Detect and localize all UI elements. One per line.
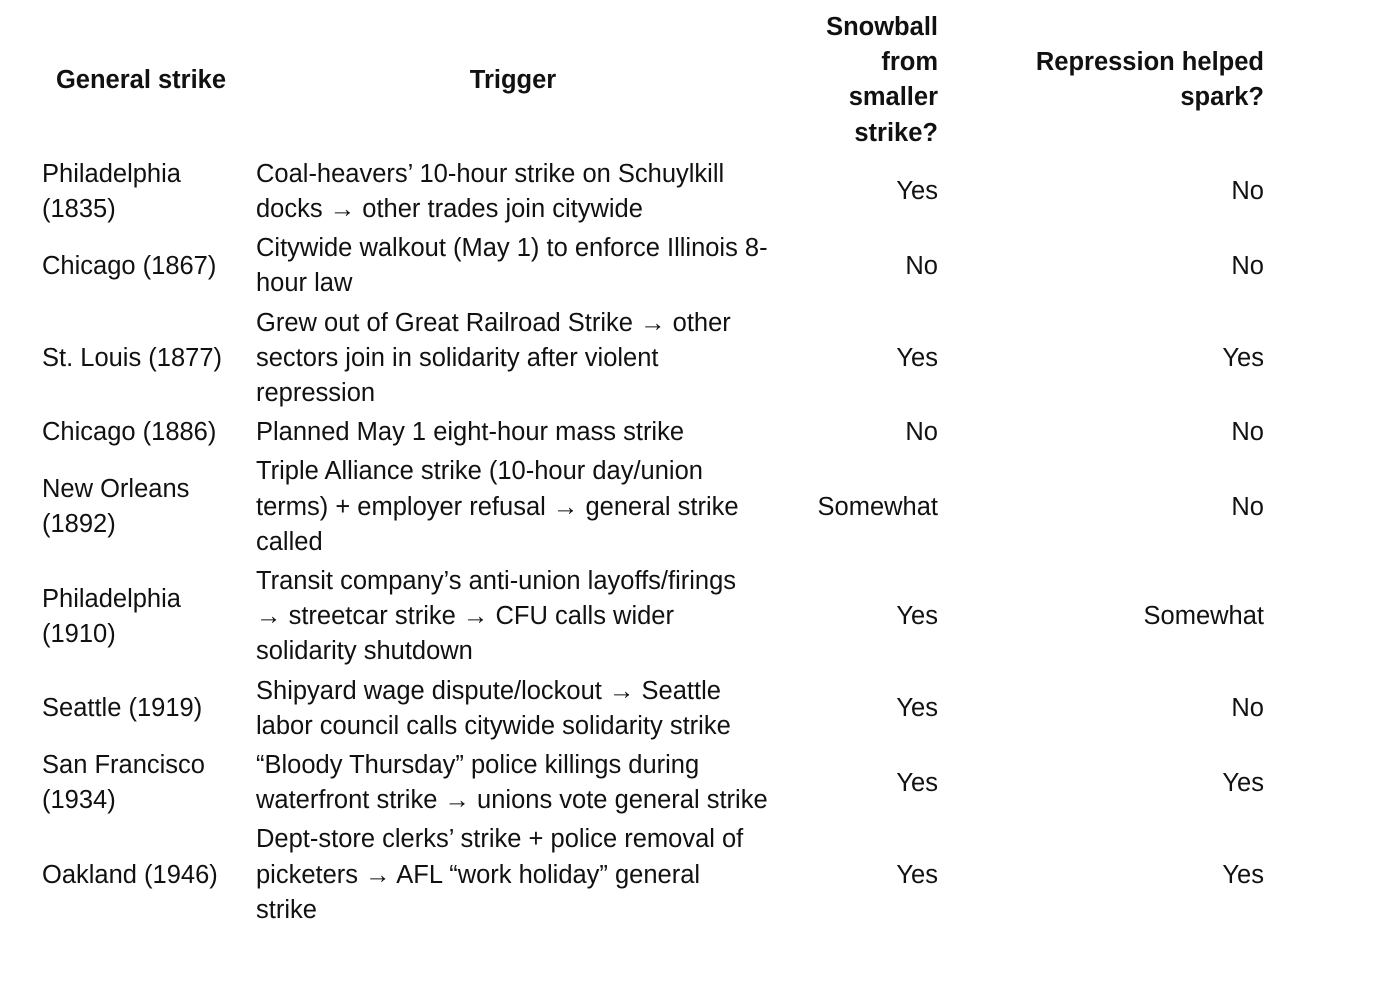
cell-trigger: Citywide walkout (May 1) to enforce Illinois 8-hour law (256, 234, 768, 298)
table-body (34, 155, 1272, 930)
cell-trigger: Planned May 1 eight-hour mass strike (256, 418, 685, 447)
table-row (34, 413, 1272, 452)
cell-strike: Philadelphia (1910) (42, 584, 181, 648)
cell-strike: Oakland (1946) (42, 860, 218, 889)
cell-repression: No (1231, 694, 1264, 723)
header-repression: Repression helped spark? (1035, 48, 1264, 112)
table-row (34, 304, 1272, 414)
cell-trigger: Transit company’s anti-union layoffs/firings → streetcar strike → CFU calls wider solidarity shutdown (256, 567, 737, 666)
general-strikes-table (34, 8, 1272, 930)
table-header (34, 8, 1272, 155)
table-row (34, 672, 1272, 746)
cell-snowball: Yes (896, 177, 938, 206)
strike-table-container (34, 8, 1272, 930)
cell-repression: Yes (1222, 768, 1264, 797)
cell-strike: St. Louis (1877) (42, 343, 223, 372)
cell-repression: Yes (1222, 343, 1264, 372)
cell-strike: Chicago (1886) (42, 418, 217, 447)
cell-strike: Philadelphia (1835) (42, 159, 181, 224)
cell-trigger: Triple Alliance strike (10-hour day/union terms) + employer refusal → general strike called (256, 457, 739, 556)
cell-repression: No (1231, 492, 1264, 521)
cell-strike: New Orleans (1892) (42, 475, 190, 539)
table-row (34, 820, 1272, 930)
cell-snowball: Somewhat (817, 492, 938, 521)
header-general-strike: General strike (55, 65, 227, 94)
cell-repression: No (1231, 251, 1264, 280)
cell-trigger: Grew out of Great Railroad Strike → other sectors join in solidarity after violent repression (256, 308, 731, 408)
cell-snowball: No (905, 418, 938, 447)
header-row (34, 8, 1272, 155)
cell-trigger: Coal-heavers’ 10-hour strike on Schuylkill docks → other trades join citywide (256, 159, 725, 224)
cell-strike: San Francisco (1934) (42, 751, 205, 815)
header-trigger: Trigger (469, 65, 557, 94)
cell-repression: Somewhat (1143, 602, 1264, 631)
cell-strike: Seattle (1919) (42, 694, 203, 723)
table-row (34, 562, 1272, 672)
header-snowball: Snowball from smaller strike? (826, 13, 938, 147)
cell-strike: Chicago (1867) (42, 251, 217, 280)
cell-snowball: Yes (896, 694, 938, 723)
cell-snowball: Yes (896, 602, 938, 631)
cell-repression: No (1231, 418, 1264, 447)
table-row (34, 746, 1272, 820)
cell-snowball: Yes (896, 768, 938, 797)
cell-repression: Yes (1222, 860, 1264, 889)
cell-snowball: No (905, 251, 938, 280)
cell-snowball: Yes (896, 860, 938, 889)
cell-trigger: Dept-store clerks’ strike + police removal of picketers → AFL “work holiday” general strike (256, 825, 744, 924)
table-row (34, 452, 1272, 562)
cell-snowball: Yes (896, 343, 938, 372)
table-row (34, 155, 1272, 229)
cell-trigger: “Bloody Thursday” police killings during waterfront strike → unions vote general strike (256, 751, 768, 815)
cell-trigger: Shipyard wage dispute/lockout → Seattle labor council calls citywide solidarity strike (256, 676, 731, 740)
table-row (34, 229, 1272, 303)
cell-repression: No (1231, 177, 1264, 206)
